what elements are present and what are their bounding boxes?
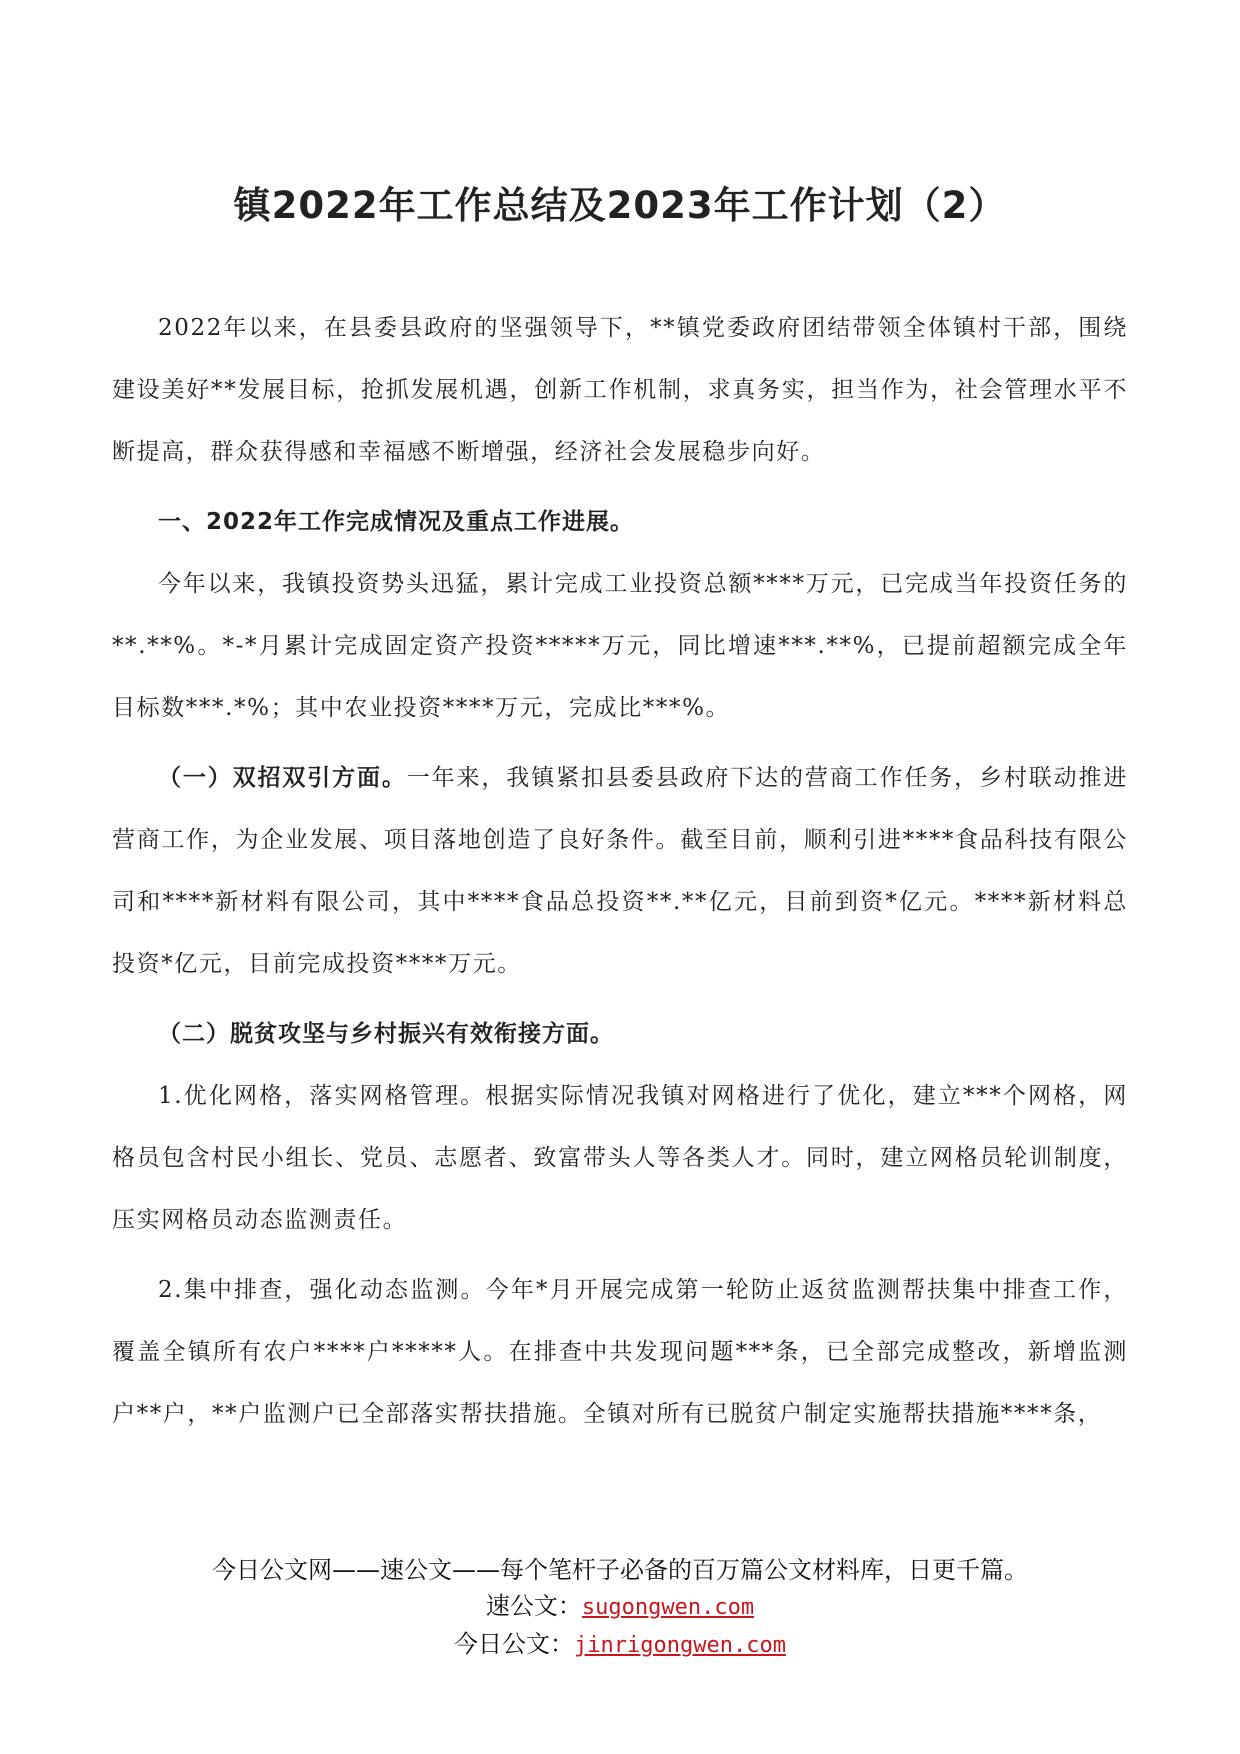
footer-link-row-2 xyxy=(0,1626,1240,1664)
footer xyxy=(0,1552,1240,1664)
subsection-2-item-2: 2.集中排查，强化动态监测。今年*月开展完成第一轮防止返贫监测帮扶集中排查工作，覆盖全镇所有农户****户*****人。在排查中共发现问题***条，已全部完成整改，新增监测户**户，**户监测户已全部落实帮扶措施。全镇对所有已脱贫户制定实施帮扶措施****条， xyxy=(112,1277,1128,1427)
footer-link-2-label: 今日公文： xyxy=(454,1630,575,1658)
footer-tagline: 今日公文网——速公文——每个笔杆子必备的百万篇公文材料库，日更千篇。 xyxy=(212,1556,1028,1584)
subsection-1-lead: （一）双招双引方面。 xyxy=(158,765,407,791)
subsection-1-text: 一年来，我镇紧扣县委县政府下达的营商工作任务，乡村联动推进营商工作，为企业发展、项目落地创造了良好条件。截至目前，顺利引进****食品科技有限公司和****新材料有限公司，其中****食品总投资**.**亿元，目前到资*亿元。****新材料总投资*亿元，目前完成投资****万元。 xyxy=(112,765,1129,977)
subsection-2-heading: （二）脱贫攻坚与乡村振兴有效衔接方面。 xyxy=(158,1021,614,1047)
section-1-paragraph: 今年以来，我镇投资势头迅猛，累计完成工业投资总额****万元，已完成当年投资任务的**.**%。*-*月累计完成固定资产投资*****万元，同比增速***.**%，已提前超额完成全年目标数***.*%；其中农业投资****万元，完成比***%。 xyxy=(112,571,1128,721)
section-1-heading: 一、2022年工作完成情况及重点工作进展。 xyxy=(158,509,635,535)
subsection-2-item-1: 1.优化网格，落实网格管理。根据实际情况我镇对网格进行了优化，建立***个网格，网格员包含村民小组长、党员、志愿者、致富带头人等各类人才。同时，建立网格员轮训制度，压实网格员动态监测责任。 xyxy=(112,1083,1128,1233)
jinrigongwen-link[interactable]: jinrigongwen.com xyxy=(574,1633,786,1658)
footer-link-1-label: 速公文： xyxy=(485,1592,582,1620)
footer-link-row-1 xyxy=(0,1588,1240,1626)
subsection-1-paragraph xyxy=(112,747,1128,995)
sugongwen-link[interactable]: sugongwen.com xyxy=(581,1595,755,1620)
document-title: 镇2022年工作总结及2023年工作计划（2） xyxy=(233,184,1007,227)
intro-paragraph: 2022年以来，在县委县政府的坚强领导下，**镇党委政府团结带领全体镇村干部，围绕建设美好**发展目标，抢抓发展机遇，创新工作机制，求真务实，担当作为，社会管理水平不断提高，群众获得感和幸福感不断增强，经济社会发展稳步向好。 xyxy=(112,315,1128,465)
document-body xyxy=(112,297,1128,1445)
